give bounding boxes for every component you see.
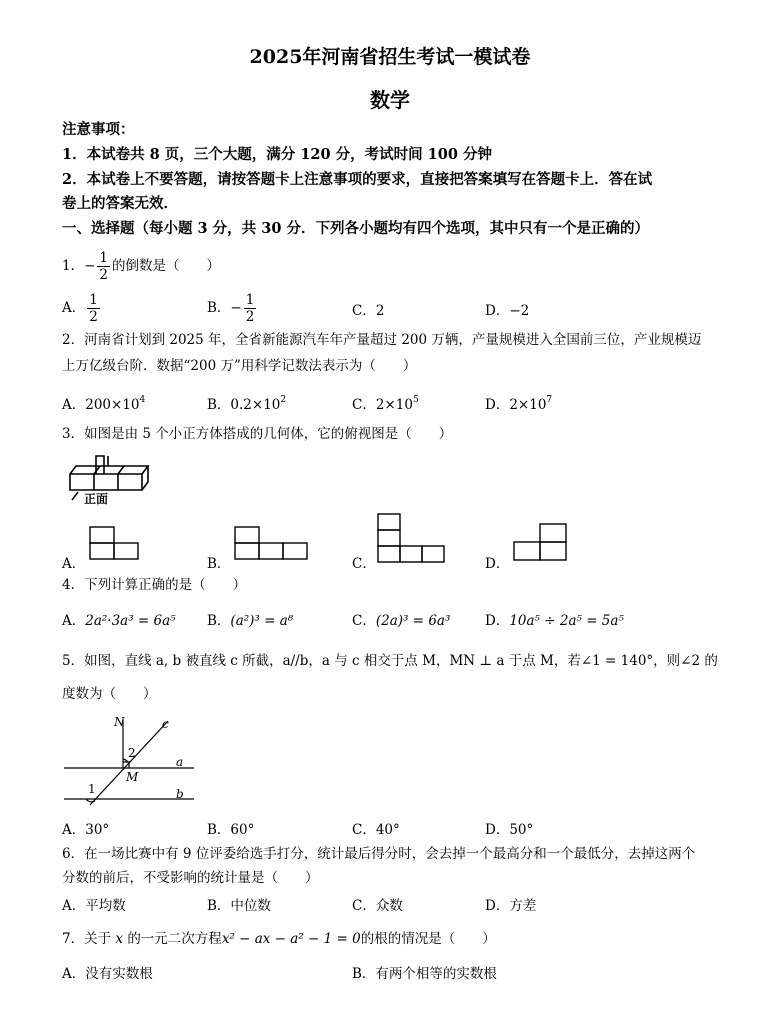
q2-option-c[interactable]	[352, 393, 419, 413]
q1-stem-tail: 的倒数是（ ）	[112, 258, 220, 274]
q7-stem	[62, 929, 740, 949]
q1-option-c[interactable]: C．2	[352, 303, 385, 319]
q2-c-base: 2×10	[375, 397, 413, 413]
q2-d-base: 2×10	[509, 397, 547, 413]
q6-line2: 分数的前后，不受影响的统计量是（ ）	[62, 870, 319, 886]
q2-a-label: A．	[62, 397, 86, 413]
q1-option-a-frac	[87, 292, 100, 325]
note-2-line2: 卷上的答案无效．	[62, 195, 178, 212]
angle-2-label: 2	[128, 746, 136, 760]
q5-option-b[interactable]: B．60°	[207, 822, 255, 838]
q5-line2: 度数为（ ）	[62, 686, 157, 702]
q7-stem-pre: 7．关于	[62, 931, 112, 947]
q4-option-b[interactable]	[207, 609, 293, 629]
q4-a-expr: 2a²·3a³ = 6a⁵	[85, 613, 176, 629]
q3-option-a-figure[interactable]	[88, 525, 140, 563]
q1-number: 1．	[62, 258, 85, 274]
q2-option-d[interactable]	[485, 393, 552, 413]
q1-option-b-label: B．	[207, 300, 231, 316]
q5-option-c[interactable]: C．40°	[352, 822, 400, 838]
q2-c-label: C．	[352, 397, 376, 413]
section1-heading: 一、选择题（每小题 3 分，共 30 分．下列各小题均有四个选项，其中只有一个是正确的）	[62, 220, 649, 237]
q2-option-b[interactable]	[207, 393, 286, 413]
label-n: N	[114, 715, 125, 729]
q7-option-b[interactable]: B．有两个相等的实数根	[352, 966, 497, 982]
q4-b-expr: (a²)³ = a⁸	[230, 613, 294, 629]
q7-equation: x² − ax − a² − 1 = 0	[221, 931, 361, 947]
label-c: c	[162, 717, 169, 731]
q4-c-label: C．	[352, 613, 376, 629]
q2-c-exp: 5	[412, 395, 419, 405]
q5-line1: 5．如图，直线 a, b 被直线 c 所截，a//b，a 与 c 相交于点 M，MN ⊥ a 于点 M，若∠1 = 140°，则∠2 的	[62, 653, 718, 669]
q2-line1: 2．河南省计划到 2025 年，全省新能源汽车年产量超过 200 万辆，产量规模进入全国前三位，产业规模迈	[62, 332, 702, 348]
label-a: a	[176, 755, 184, 769]
q7-option-a[interactable]: A．没有实数根	[62, 966, 153, 982]
q6-option-d[interactable]: D．方差	[485, 898, 537, 914]
q3-option-d-figure[interactable]	[512, 522, 570, 564]
q1-option-b[interactable]	[207, 292, 258, 325]
q2-b-label: B．	[207, 397, 231, 413]
q3-option-c-figure[interactable]	[376, 512, 446, 564]
question-1-stem	[62, 250, 740, 283]
q2-b-base: 0.2×10	[230, 397, 281, 413]
q6-option-b[interactable]: B．中位数	[207, 898, 271, 914]
q4-option-d[interactable]	[485, 609, 624, 629]
q5-option-a[interactable]: A．30°	[62, 822, 110, 838]
q3-option-b-figure[interactable]	[233, 525, 309, 563]
q3-stem: 3．如图是由 5 个小正方体搭成的几何体，它的俯视图是（ ）	[62, 426, 453, 442]
q1-a-den: 2	[89, 309, 98, 325]
q1-fraction	[97, 250, 110, 283]
q4-d-label: D．	[485, 613, 510, 629]
q1-minus: −	[84, 258, 96, 274]
q3-solid-figure	[64, 452, 164, 507]
q3-option-a-label[interactable]: A．	[62, 556, 86, 572]
q1-b-den: 2	[245, 309, 255, 325]
q1-frac-den: 2	[99, 267, 108, 283]
q1-option-d[interactable]: D．−2	[485, 303, 530, 319]
q2-d-exp: 7	[546, 395, 553, 405]
q6-option-c[interactable]: C．众数	[352, 898, 403, 914]
q1-b-num: 1	[245, 292, 255, 308]
q3-option-b-label[interactable]: B．	[207, 556, 231, 572]
notes-heading: 注意事项：	[62, 121, 135, 138]
q7-stem-mid: 的一元二次方程	[127, 931, 222, 947]
q5-geometry-figure	[62, 713, 202, 808]
angle-1-label: 1	[88, 782, 96, 796]
subject-title: 数学	[370, 88, 410, 112]
note-2-line1: 2．本试卷上不要答题，请按答题卡上注意事项的要求，直接把答案填写在答题卡上．答在试	[62, 171, 653, 188]
q1-a-num: 1	[89, 292, 98, 308]
q4-stem: 4．下列计算正确的是（ ）	[62, 577, 247, 593]
note-1: 1．本试卷共 8 页，三个大题，满分 120 分，考试时间 100 分钟	[62, 146, 492, 163]
label-b: b	[176, 787, 184, 801]
q7-variable-x: x	[115, 931, 124, 947]
q4-d-expr: 10a⁵ ÷ 2a⁵ = 5a⁵	[509, 613, 624, 629]
q4-b-label: B．	[207, 613, 231, 629]
q2-option-a[interactable]	[62, 393, 145, 413]
q4-option-c[interactable]	[352, 609, 450, 629]
q4-c-expr: (2a)³ = 6a³	[375, 613, 451, 629]
q2-a-exp: 4	[139, 395, 146, 405]
q3-option-d-label[interactable]: D．	[485, 556, 510, 572]
q4-option-a[interactable]	[62, 609, 176, 629]
q1-option-b-frac	[244, 292, 257, 325]
front-label: 正面	[84, 492, 109, 506]
q3-option-c-label[interactable]: C．	[352, 556, 376, 572]
q2-d-label: D．	[485, 397, 510, 413]
q2-a-base: 200×10	[85, 397, 140, 413]
q1-frac-num: 1	[99, 250, 108, 266]
label-m: M	[126, 770, 139, 784]
q2-b-exp: 2	[280, 395, 287, 405]
q6-line1: 6．在一场比赛中有 9 位评委给选手打分，统计最后得分时，会去掉一个最高分和一个最低分，去掉这两个	[62, 846, 696, 862]
q1-option-a[interactable]	[62, 292, 102, 325]
q5-option-d[interactable]: D．50°	[485, 822, 534, 838]
q1-b-minus: −	[230, 300, 242, 316]
q7-stem-post: 的根的情况是（ ）	[360, 931, 496, 947]
q1-option-a-label: A．	[62, 300, 86, 316]
exam-title: 2025年河南省招生考试一模试卷	[249, 46, 531, 68]
q4-a-label: A．	[62, 613, 86, 629]
q6-option-a[interactable]: A．平均数	[62, 898, 126, 914]
q2-line2: 上万亿级台阶．数据“200 万”用科学记数法表示为（ ）	[62, 358, 417, 374]
